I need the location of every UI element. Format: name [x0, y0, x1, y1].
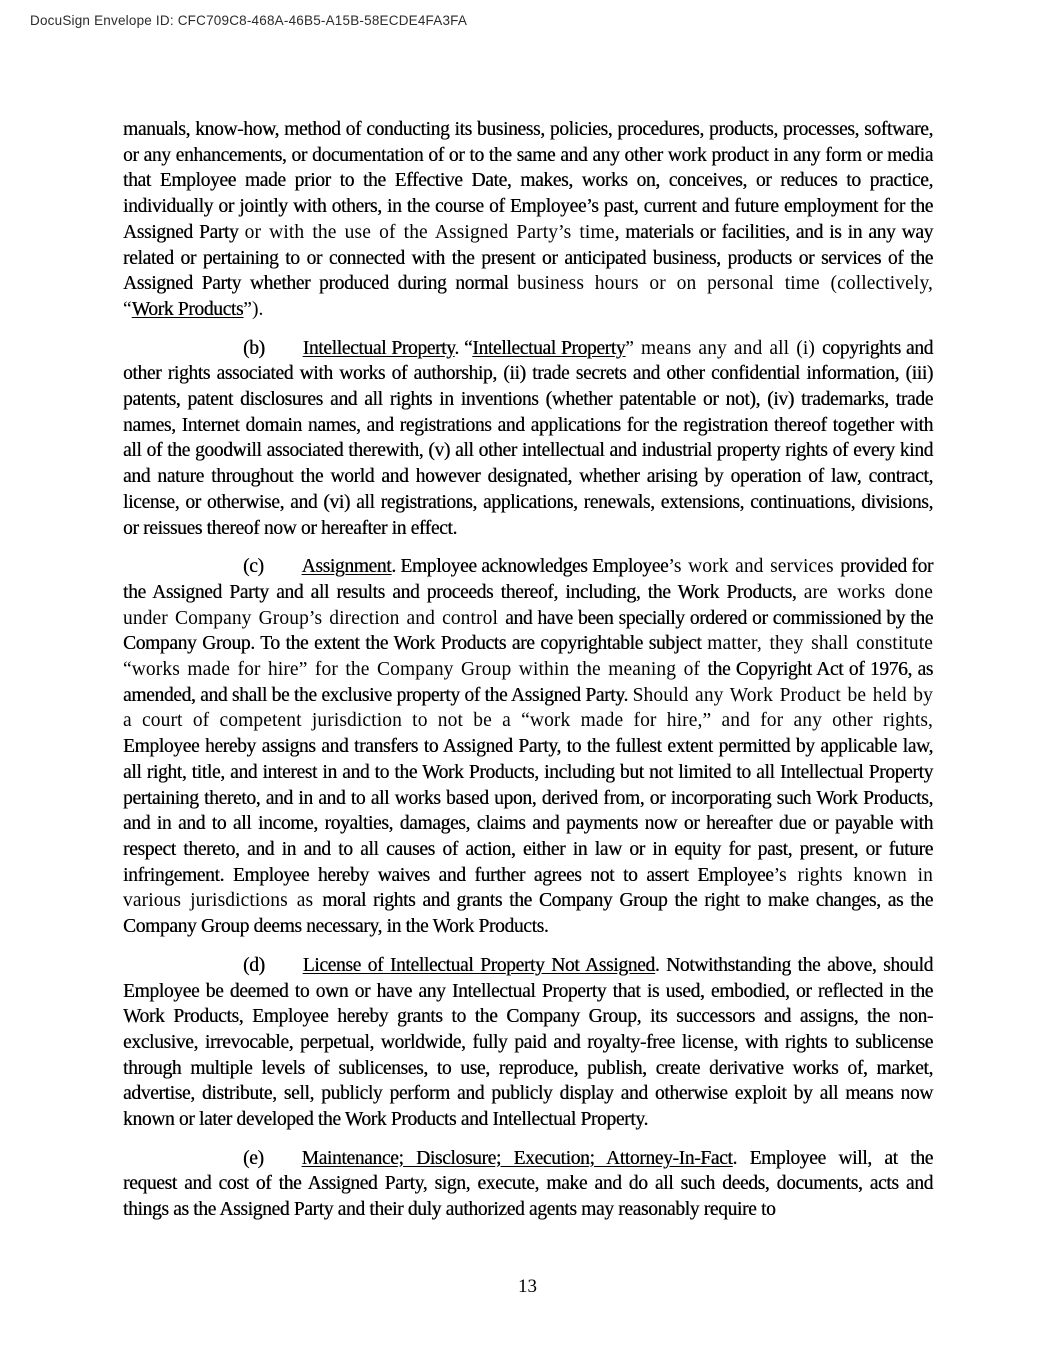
work-products-defined-term: Work Products	[131, 298, 244, 320]
intellectual-property-defined-term: Intellectual Property	[472, 337, 626, 359]
text-run: copyrights and other rights associated with works of authorship, (ii) trade secrets and other confidential information, (iii) patents, patent disclosures and all rights in inventions (whether patentable or not), (iv) trademarks, trade names, Internet domain names, and registrations and applications for the registration thereof together with all of the goodwill associated therewith, (v) all other intellectual and industrial property rights of every kind and nature throughout the world and however designated, whether arising by operation of law, contract, license, or otherwise, and (vi) all registrations, applications, renewals, extensions, continuations, divisions, or reissues thereof now or hereafter in effect.	[123, 337, 934, 539]
text-run: or with the use of the Assigned Party’s time	[244, 221, 615, 243]
text-run: . Employee acknowledges Employee	[391, 556, 669, 578]
paragraph-d-license-not-assigned	[123, 953, 933, 1133]
section-e-label: (e)	[243, 1147, 264, 1169]
text-run: . Employee will, at the request and cost of the Assigned Party, sign, execute, make and do all such deeds, documents, acts and things as the Assigned Party and their duly authorized agents may reasonably require to	[123, 1147, 933, 1221]
text-run: , materials or facilities, and is in any way related or pertaining to or connected with the present or anticipated business, products or services of the Assigned Party whether produced during normal	[123, 221, 934, 295]
text-run: Employee hereby assigns and transfers to Assigned Party, to the fullest extent permitted by applicable law, all right, title, and interest in and to the Work Products, including but not limited to all Intellectual Property pertaining thereto, and in and to all works based upon, derived from, or incorporating such Work Products, and in and to all income, royalties, damages, claims and payments now or hereafter due or payable with respect thereto, and in and to all causes of action, either in law or in equity for past, present, or future infringement. Employee hereby waives and further agrees not to assert Employee	[123, 736, 933, 886]
paragraph-work-products-continuation	[123, 117, 933, 323]
text-run: matter, they shall constitute “works made for hire” for the Company Group within the meaning of	[123, 633, 933, 681]
section-c-label: (c)	[243, 556, 264, 578]
text-run: and have been specially ordered or commissioned by the Company Group. To the extent the Work Products are copyrightable subject	[123, 607, 933, 655]
text-run: the Copyright Act of 1976, as amended, and shall be the exclusive property of the Assigned Party.	[123, 659, 933, 706]
docusign-envelope-id-label: DocuSign Envelope ID: CFC709C8-468A-46B5-A15B-58ECDE4FA3FA	[30, 13, 468, 28]
text-run: . “	[454, 337, 473, 359]
section-c-heading: Assignment	[301, 556, 392, 578]
section-d-label: (d)	[243, 954, 265, 976]
text-run: ”).	[243, 298, 264, 320]
text-run: manuals, know-how, method of conducting its business, policies, procedures, products, processes, software, or any enhancements, or documentation of or to the same and any other work product in any form or media that Employee made prior to the Effective Date, makes, works on, conceives, or reduces to practice, individually or jointly with others, in the course of Employee’s past, current and future employment for the Assigned Party	[123, 119, 933, 243]
text-run: ” means any and all (i)	[625, 337, 822, 359]
text-run: ’s rights known in various jurisdictions as	[123, 864, 933, 912]
text-run: ’s work and services	[668, 556, 841, 578]
text-run: are works done under Company Group’s direction and control	[123, 581, 934, 629]
text-run: . Notwithstanding the above, should Employee be deemed to own or have any Intellectual Property that is used, embodied, or reflected in the Work Products, Employee hereby grants to the Company Group, its successors and assigns, the non-exclusive, irrevocable, perpetual, worldwide, fully paid and royalty-free license, with rights to sublicense through multiple levels of sublicenses, to use, reproduce, publish, create derivative works of, market, advertise, distribute, sell, publicly perform and publicly display and otherwise exploit by all means now known or later developed the Work Products and Intellectual Property.	[123, 954, 933, 1131]
paragraph-b-intellectual-property	[123, 336, 933, 542]
page-number: 13	[518, 1276, 537, 1297]
section-d-heading: License of Intellectual Property Not Assigned	[302, 954, 655, 976]
text-run: provided for the Assigned Party and all results and proceeds thereof, including, the Work Products,	[123, 556, 934, 603]
text-run: moral rights and grants the Company Group the right to make changes, as the Company Group deems necessary, in the Work Products.	[123, 890, 933, 938]
section-b-heading: Intellectual Property	[302, 337, 455, 359]
text-run: business hours or on personal time (collectively, “	[123, 273, 933, 320]
paragraph-c-assignment	[123, 554, 933, 940]
text-run: Should any Work Product be held by a court of competent jurisdiction to not be a “work made for hire,” and for any other rights,	[123, 684, 933, 732]
paragraph-e-maintenance-disclosure	[123, 1146, 933, 1223]
section-e-heading: Maintenance; Disclosure; Execution; Attorney-In-Fact	[301, 1147, 733, 1169]
document-body	[123, 117, 933, 1236]
section-b-label: (b)	[243, 337, 265, 359]
